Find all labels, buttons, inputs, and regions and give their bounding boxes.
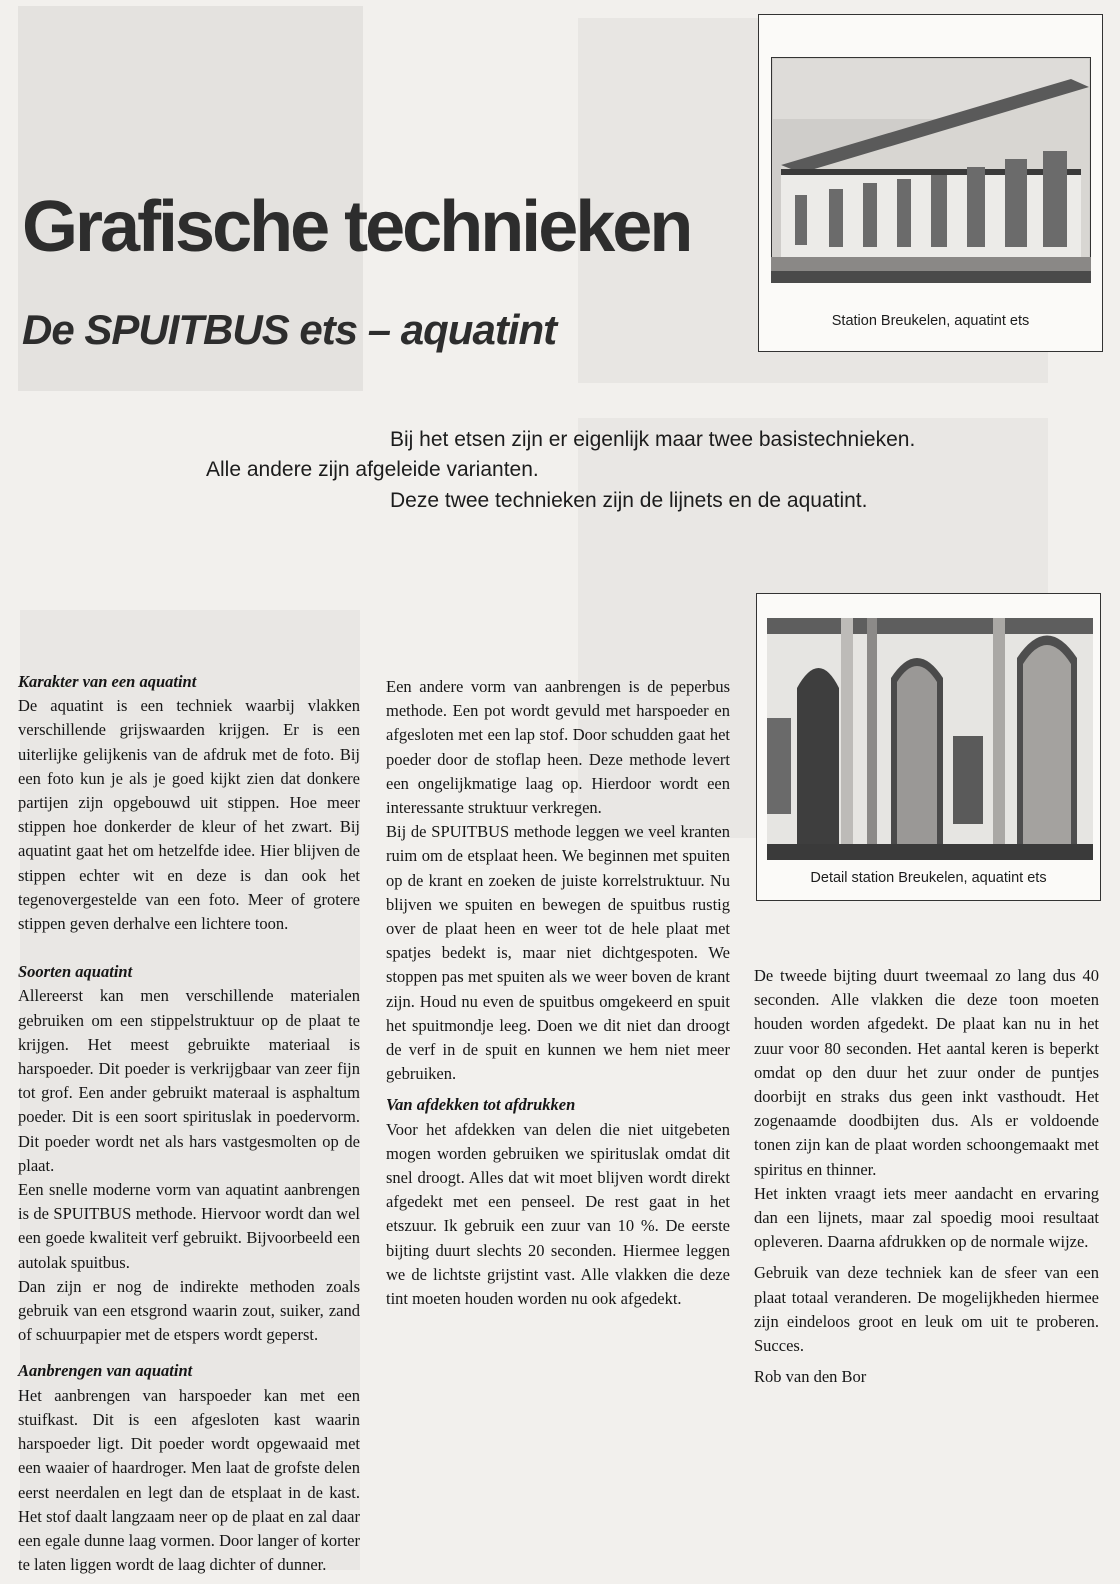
text-column-3 <box>754 964 1099 1389</box>
figure-detail <box>756 593 1101 901</box>
paragraph: Een snelle moderne vorm van aquatint aanbrengen is de SPUITBUS methode. Hiervoor wordt dan wel een goede kwaliteit verf gebruikt. Bijvoorbeeld een autolak spuitbus. <box>18 1180 360 1272</box>
figure-caption: Detail station Breukelen, aquatint ets <box>810 870 1047 886</box>
section-heading: Karakter van een aquatint <box>18 672 197 691</box>
intro-line: Deze twee technieken zijn de lijnets en de aquatint. <box>390 489 868 512</box>
figure-station <box>758 14 1103 352</box>
intro-line: Bij het etsen zijn er eigenlijk maar twee basistechnieken. <box>390 428 916 451</box>
paragraph: De tweede bijting duurt tweemaal zo lang dus 40 seconden. Alle vlakken die deze toon moeten houden worden afgedekt. De plaat kan nu in het zuur voor 80 seconden. Het aantal keren is beperkt omdat op den duur het zuur onder de puntjes doorbijt en straks dus geen inkt vasthoudt. Het zogenaamde doodbijten dus. Als er voldoende tonen zijn kan de plaat worden schoongemaakt met spiritus en thinner. <box>754 966 1099 1179</box>
station-etching-image <box>771 57 1091 283</box>
text-column-1 <box>18 670 360 1577</box>
author-signature: Rob van den Bor <box>754 1367 867 1387</box>
page-subtitle: De SPUITBUS ets – aquatint <box>22 306 557 353</box>
detail-etching-image <box>767 618 1093 860</box>
page-title: Grafische technieken <box>22 187 691 267</box>
section-heading: Soorten aquatint <box>18 962 133 982</box>
section-heading: Van afdekken tot afdrukken <box>386 1095 576 1115</box>
intro-line: Alle andere zijn afgeleide varianten. <box>206 458 539 481</box>
paragraph: Het inkten vraagt iets meer aandacht en ervaring dan een lijnets, maar zal spoedig mooi resultaat opleveren. Daarna afdrukken op de normale wijze. <box>754 1183 1099 1252</box>
section-heading: Aanbrengen van aquatint <box>18 1361 193 1381</box>
text-column-2 <box>386 675 730 1311</box>
figure-caption: Station Breukelen, aquatint ets <box>831 313 1030 329</box>
paragraph: Gebruik van deze techniek kan de sfeer van een plaat totaal veranderen. De mogelijkheden hiermee zijn eindeloos groot en leuk om uit te proberen. Succes. <box>754 1263 1099 1356</box>
paragraph: Een andere vorm van aanbrengen is de peperbus methode. Een pot wordt gevuld met harspoeder en afgesloten met een lap stof. Door schudden gaat het poeder door de stoflap heen. Deze methode levert een ongelijkmatige laag op. Hierdoor wordt een interessante struktuur verkregen. <box>386 677 730 818</box>
paragraph: Het aanbrengen van harspoeder kan met een stuifkast. Dit is een afgesloten kast waarin harspoeder ligt. Dit poeder wordt opgewaaid met een waaier of haardroger. Men laat de grofste delen eerst neerdalen en legt dan de etsplaat in de kast. Het stof daalt langzaam neer op de plaat en zal daar een egale dunne laag vormen. Door langer of korter te laten liggen wordt de laag dichter of dunner. <box>18 1385 360 1575</box>
paragraph: De aquatint is een techniek waarbij vlakken verschillende grijswaarden krijgen. Er is een uiterlijke gelijkenis van de afdruk met de foto. Bij een foto kun je als je goed kijkt zien dat donkere partijen zijn opgebouwd uit stippen. Hoe meer stippen hoe donkerder de kleur of het zwart. Bij aquatint gaat het om hetzelfde idee. Hier blijven de stippen echter wit en deze is dan ook het tegenovergestelde van een foto. Meer of grotere stippen geven derhalve een lichtere toon. <box>18 696 360 934</box>
paragraph: Bij de SPUITBUS methode leggen we veel kranten ruim om de etsplaat heen. We beginnen met spuiten op de krant en zoeken de juiste korrelstruktuur. Nu blijven we spuiten en bewegen de spuitbus rustig over de plaat heen en weer tot de hele plaat met spatjes bedekt is, maar niet dichtgespoten. We stoppen pas met spuiten als we weer boven de krant zijn. Houd nu even de spuitbus omgekeerd en spuit het spuitmondje leeg. Doen we dit niet dan droogt de verf in de spuit en kunnen we hem niet meer gebruiken. <box>386 822 730 1084</box>
paragraph: Voor het afdekken van delen die niet uitgebeten mogen worden gebruiken we spirituslak omdat dit snel droogt. Alles dat wit moet blijven wordt direkt afgedekt met een penseel. De rest gaat in het etszuur. Ik gebruik een zuur van 10 %. De eerste bijting duurt slechts 20 seconden. Hiermee leggen we de lichtste grijstint vast. Alle vlakken die deze tint moeten houden worden nu ook afgedekt. <box>386 1119 730 1309</box>
paragraph: Allereerst kan men verschillende materialen gebruiken om een stippelstruktuur op de plaat te krijgen. Het meest gebruikte materiaal is harspoeder. Dit poeder is verkrijgbaar van zeer fijn tot grof. Een ander gebruikt materaal is asphaltum poeder. Dit is een soort spirituslak in poedervorm. Dit poeder wordt net als hars vastgesmolten op de plaat. <box>18 986 360 1175</box>
paragraph: Dan zijn er nog de indirekte methoden zoals gebruik van een etsgrond waarin zout, suiker, zand of schuurpapier met de etspers wordt geperst. <box>18 1276 360 1345</box>
